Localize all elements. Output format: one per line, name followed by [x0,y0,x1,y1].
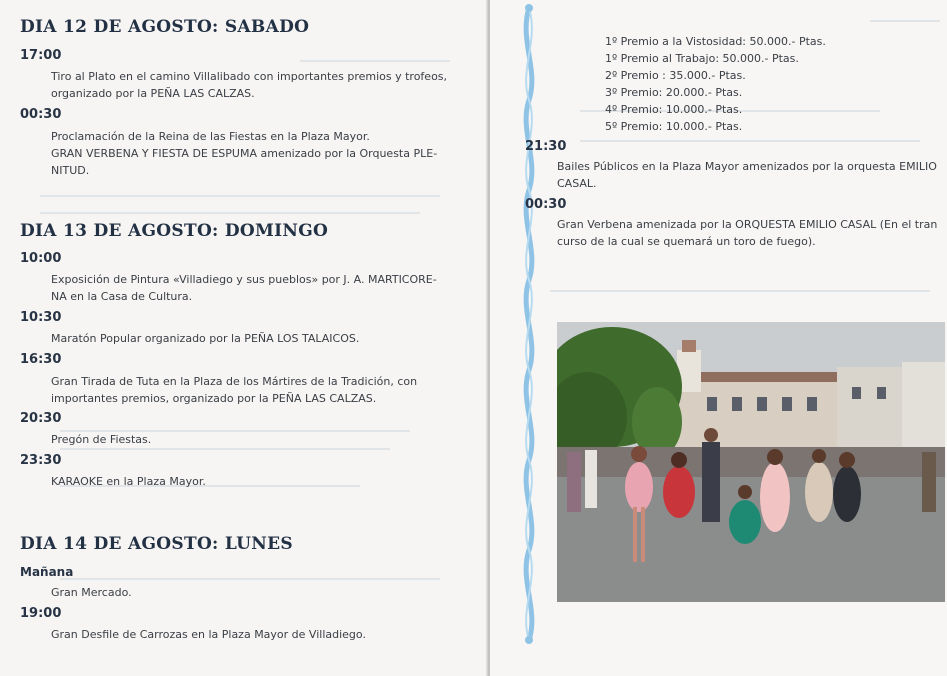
show-through [40,195,440,197]
event-time: 20:30 [20,411,62,426]
show-through [60,578,440,580]
prize-item: 2º Premio : 35.000.- Ptas. [605,69,746,82]
event-description: Tiro al Plato en el camino Villalibado con importantes premios y trofeos, organizado por la PEÑA LAS CALZAS. [51,70,448,100]
day-title-12: DIA 12 DE AGOSTO: SABADO [20,17,310,37]
show-through [580,140,920,142]
event-description: Exposición de Pintura «Villadiego y sus pueblos» por J. A. MARTICORE- NA en la Casa de Cultura. [51,273,437,303]
event-time: 10:30 [20,310,62,325]
event-description: Pregón de Fiestas. [51,433,152,446]
event-description: Proclamación de la Reina de las Fiestas en la Plaza Mayor. GRAN VERBENA Y FIESTA DE ESPUMA amenizado por la Orquesta PLE- NITUD. [51,130,438,177]
show-through [300,60,450,62]
event-description: Maratón Popular organizado por la PEÑA LOS TALAICOS. [51,332,360,345]
prize-list [605,33,826,135]
prize-item: 4º Premio: 10.000.- Ptas. [605,103,743,116]
festival-parade-photo [557,322,945,602]
event-description: Gran Desfile de Carrozas en la Plaza Mayor de Villadiego. [51,628,366,641]
ornamental-border [516,0,542,676]
event-time: Mañana [20,565,74,579]
event-time: 00:30 [20,107,62,122]
show-through [40,212,420,214]
event-time: 16:30 [20,352,62,367]
prize-item: 3º Premio: 20.000.- Ptas. [605,86,743,99]
event-time: 21:30 [525,139,567,154]
event-description: Gran Verbena amenizada por la ORQUESTA EMILIO CASAL (En el tran curso de la cual se quemará un toro de fuego). [557,218,938,248]
prize-item: 5º Premio: 10.000.- Ptas. [605,120,743,133]
show-through [870,20,940,22]
event-description: Bailes Públicos en la Plaza Mayor amenizados por la orquesta EMILIO CASAL. [557,160,937,190]
event-description: Gran Tirada de Tuta en la Plaza de los Mártires de la Tradición, con importantes premios, organizado por la PEÑA LAS CALZAS. [51,375,418,405]
parade-photo-illustration [557,322,945,602]
show-through [60,448,390,450]
event-time: 10:00 [20,251,62,266]
prize-item: 1º Premio a la Vistosidad: 50.000.- Ptas. [605,35,826,48]
day-title-14: DIA 14 DE AGOSTO: LUNES [20,534,293,554]
event-time: 17:00 [20,48,62,63]
event-time: 00:30 [525,197,567,212]
event-description: Gran Mercado. [51,586,132,599]
event-description: KARAOKE en la Plaza Mayor. [51,475,206,488]
prize-item: 1º Premio al Trabajo: 50.000.- Ptas. [605,52,799,65]
show-through [550,290,930,292]
event-time: 19:00 [20,606,62,621]
day-title-13: DIA 13 DE AGOSTO: DOMINGO [20,221,329,241]
event-time: 23:30 [20,453,62,468]
